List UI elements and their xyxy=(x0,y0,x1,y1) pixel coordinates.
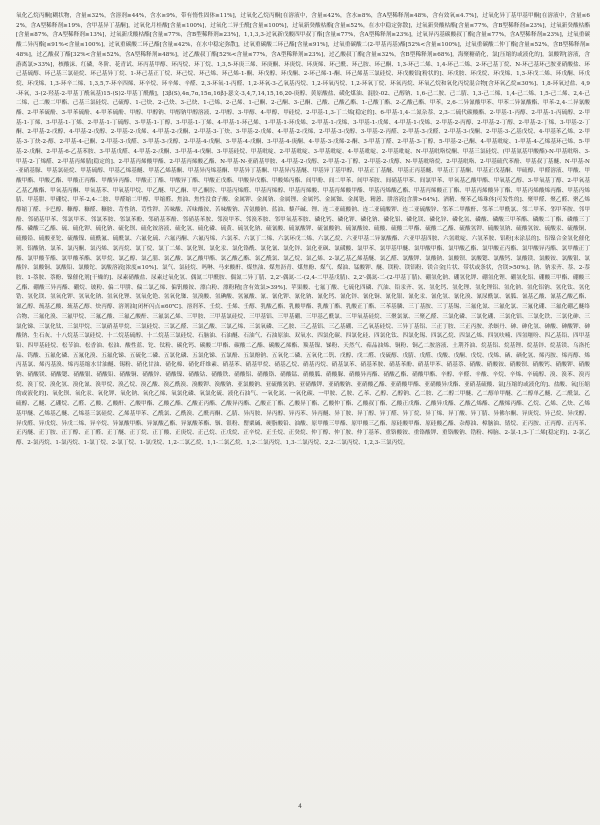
page-number: 4 xyxy=(298,803,302,810)
body-text xyxy=(16,12,590,790)
paragraph: 氧化乙烷丙酮[糊状物，含量≤32%，含溶剂≥44%，含水≥9%，带有惰性固体≥11%]，过氧化乙烷丙酮[在溶液中，含量≤42%，含水≥8%，含A型稀释剂≥48%，含有效氧≤4.7%]，过氧化异丁基甲基甲酮[在溶液中，含量≤62%，含A型稀释剂≥19%，含甲基异丁基酮]，过氧化月桂酸[含量≤100%]，过氧化二异壬酰[含量≤100%]，过氧新癸酸枯酯[含量≤52%，在水中稳定弥散]，过氧新癸酸枯酯[含量≤77%，含B型稀释剂≥23%]，过氧新癸酸枯酯[含量≤87%，含A型稀释剂≥13%]，过氧新戊酸枯酯[含量≤77%，含B型稀释剂≥23%]，1,1,3,3-过氧新戊酸四甲叔丁酯[含量≤77%，含A型稀释剂≥23%]，过氧异丙基碳酸叔丁酯[含量≤77%，含A型稀释剂≥23%]，过氧重碳酸二异丙酯[≤91%<含量≤100%]，过氧重碳酸二环己酯[含量≤42%，在水中稳定弥散]，过氧重碳酸二环己酯[含量≤91%]，过氧重碳酸二(2-甲基丙基)酯[52%<含量≤100%]，过氧重碳酸二仲丁酯[含量≤52%，含B型稀释剂≥48%]，过乙酸叔丁酯[32%<含量≤52%，含A型稀释剂≥48%]，过乙酸叔丁酯[52%<含量≤77%，含A型稀释剂≥23%]，过乙酸叔丁酯[含量≤32%，含B型稀释剂≥68%]，海聚糖硝化，氯[压缩的或液化的]，氯酸钾[溶液，含游离氯>33%]，核酸沫、红磷，冬阶、花青试、环丙基甲醇、环丙烷、环丁烷、1,3,5-环庚三烯、环庚酮、环庚烷、环庚烯、环己酰、环己胺、环己酮、1,3-环己二烯、1,4-环己二烯、2-环己基丁烷、N-环己基环己胺亚硝酸盐、环己基硫醇、环己基三氯硅烷、环己基异丁烷、1-环己基正丁烷、环己烷、环己烯、环己烯-1-酮、环戊醇、环戊酮、2-环己烯-1-酮、环己烯基三氯硅烷、环戊酸铝[粉状的]、环戊胺、环戊烷、环戊烯、1,3-环戊二烯、环戊酮、环戊烷、环戊烯、1,3-环辛二烯、1,3,5,7-环辛四烯、环辛烷、环辛烯、辛醛、2,3-环氧-1-丙醛、1,2-环氧-3-乙氧基丙烷、1,2-环氧丙烷、1,2-环氧丁烷、环氧丙烷、环氧乙烷和氧化丙烷混合物[含环氧乙烷≤30%]、1,8-环氧过盐、4,9-环氧，3-(2-羟基-2-甲基丁酰氧基)15-(S)2-甲基丁酰酸]，[3β(S),4α,7α,15α,16β]-瑟文-3,4,7,14,15,16,20-庚醇、黄原酸盐、磺化煤油、混胶-02、己醇钠、1,6-己二胺、己二腈、1,3-己二烯、1,4-己二烯、1,5-己二烯、2,4-己二烯、己二酸二甲酯、己基三氯硅烷、己硫醇、1-己炔、2-己炔、3-己炔、1-己烯、2-己烯、1-己酮、2-己酮、3-己酮、己酸、己酸乙酯、1-己酸丁酯、2-乙酸己酯、甲苯，2,6-二异氰酸甲苯、甲苯二异氰酸酯、甲苯-2,4-二异氰酸酯、2-甲苯硫酚、3-甲苯硫酚、4-甲苯硫酚、甲醇、甲醇钠、甲醇钠甲醇溶液、2-甲醇、3-甲醇、4-甲醇、甲硅烷、2-甲基-1,3-丁二烯[稳定的]、6-甲基-1,4-二氮杂萘、2,3-二硫代碳酸酯、2-甲基-1-丙醇、2-甲基-1-丙硫醇、2-甲基-1-丁烯、3-甲基-1-丁烯、2-甲基-1-丁硫醇、3-甲基-1-丁醇、3-甲基-1-丁烯、4-甲基-1-环己烯、1-甲基-1-环戊烯、2-甲基-1-戊烯、3-甲基-1-戊烯、4-甲基-1-戊烯、2-甲基-2-丙醇、2-甲基-2-丁醇、2-甲基-2-丁烯、3-甲基-2-丁酮、2-甲基-2-戊醇、4-甲基-2-戊醇、2-甲基-2-戊烯、4-甲基-2-戊酮、2-甲基-3-丁炔、3-甲基-2-戊烯、4-甲基-2-戊烯、2-甲基-3-戊醇、3-甲基-2-丙醛、2-甲基-3-戊醛、2-甲基-3-戊酮、2-甲基-3-乙基戊烷、4-甲基苯乙烯、2-甲基-3-丁炔-2-醇、2-甲基-4-己酮、2-甲基-3-戊醛、3-甲基-3-戊醇、2-甲基-4-戊酮、3-甲基-4-戊酮、3-甲基-4-庚酮、4-甲基-3-戊烯-2-酮、3-甲基丁醛、2-甲基-3-丁醇、5-甲基-2-己酮、4-甲基吡啶、1-甲基-4-乙烯基环己烯、5-甲基-2-戊酮、2-甲基-6-乙基苯胺、3-甲基戊醛、4-甲基-2-戊酮、3-甲基-4-戊酮、3-甲基硅烷、甲基吡啶、2-甲基吡啶、3-甲基吡啶、4-甲基吡啶、2-甲基吡啶、N-甲基吡咯烷酮、甲基三氯硅烷、(甲基氨基甲酸酯)-N-甲基吡咯、3-甲基-2-丁烯醛、2-甲基丙烯腈[稳定的]、2-甲基丙烯酸甲酯、2-甲基丙烯酸乙酯、N-甲基-N-亚硝基甲胺、4-甲基-2-戊醇、2-甲基-2-丁醇、2-甲基-2-戊醇、N-甲基吡咯烷、2-甲基吡咯、2-甲基硫代苯酚、甲基叔丁基醚、N-甲基-N-亚硝基脲、甲基氯硅烷、甲基硫醇、甲基乙烯基醚、甲基乙烯基酮、甲基异丙烯基酮、甲基异丁基酮、甲基异丙基醚、甲基异丁基甲醇、甲基正丁基醚、甲基正丙基醚、甲基正丁基酮、甲基正戊基酮、甲硫醇、甲醛溶液、甲酸、甲酸甲酯、甲酸乙酯、甲酸正丙酯、甲酸异丙酯、甲酸正丁酯、甲酸异丁酯、甲酸正戊酯、甲酸异戊酯、甲酸烯丙酯、间甲酚、间二甲苯、间甲苯胺、间硝基甲苯、间氯甲苯、甲氧基乙酸甲酯、甲氧基乙醇、3-甲氧基丁醇、2-甲氧基乙基乙酸酯、甲氧基丙酮、甲氧基苯、甲氧基甲烷、甲乙醚、甲乙酮、甲乙酮肟、甲基丙烯醛、甲基丙烯醇、甲基丙烯酸、甲基丙烯酸甲酯、甲基丙烯酸乙酯、甲基丙烯酸正丁酯、甲基丙烯酸异丁酯、甲基丙烯酸烯丙酯、甲基丙烯腈、甲基肼、甲硼烷、甲苯-2,4-二胺、甲醛缩二甲醇、甲缩醛、焦油、焦性没食子酸、金属钾、金属钠、金属锂、金属钙、金属铷、金属铯、精蒽、肼溶液[含肼>64%]、酒精、聚苯乙烯珠体[可发性的]、聚甲醛、聚乙醛、聚乙烯醇缩丁醛、卡巴醇、糠醇、糠醛、糠胺、苛性钠、苛性钾、苦味酸、苦味酸铵、苦味酸钠、苦氨酸钠、蓝油、藜芦碱、锂、连二亚硫酸钠、连二亚硫酸钾、连二亚硫酸锌、邻苯二甲酸酐、邻苯二甲酰氯、邻二甲苯、邻甲苯胺、邻甲酚、邻硝基甲苯、邻氯甲苯、邻氯苯胺、邻氯苯酚、邻硝基苯酚、邻硝基苯胺、邻溴甲苯、邻溴苯胺、邻甲氧基苯胺、磷化钙、磷化钾、磷化钠、磷化铝、磷化镁、磷化锌、磷化氢、磷酸、磷酸三甲苯酯、磷酸二丁酯、磷酸三丁酯、磷酸三乙酯、硫、硫化钾、硫化钠、硫化钡、硫化铵溶液、硫化氢、硫化磷、硫黄、硫氢化钠、硫氰酸、硫氰酸钾、硫氰酸钠、硫氰酸铵、硫酸、硫酸二甲酯、硫酸二乙酯、硫酸氢钾、硫酸氢钠、硫酸氢铵、硫酸汞、硫酸铜、硫酸铅、硫酸亚铊、硫酸镍、硫酰氟、硫酰氯、六氟化硫、六氟丙酮、六氟丙烯、六氯苯、六氯丁二烯、六氯环戊二烯、六氯乙烷、六亚甲基二异氰酸酯、六亚甲基四胺、六氢吡啶、六氢苯胺、铝粉[未涂层的]、铝镍合金氢化催化剂、铝酸钠、氯苯、氯丙酮、氯丙烯、氯丙烷、氯丁烷、氯丁二烯、氯化钡、氯化汞、氯化铬酰、氯化氰、氯化锌、氯化亚砜、氯磺酸、氯甲苯、氯甲基甲醚、氯甲酸甲酯、氯甲酸乙酯、氯甲酸正丙酯、氯甲酸异丙酯、氯甲酸正丁酯、氯甲酸苄酯、氯甲酸苯酯、氯甲烷、氯乙醇、氯乙腈、氯乙酸、氯乙酸甲酯、氯乙酸乙酯、氯乙酰氯、氯乙烷、氯乙烯、2-氯乙基乙烯基醚、氯乙醛、氯酸钾、氯酸钠、氯酸钡、氯酸锶、氯酸钙、氯酸镁、氯酸铵、氯酸银、氯酸锌、氯酸铜、氯酸铅、氯酸铊、氯酸溶液[浓度≤10%]、氯气、氯硅烷、吗啉、马来酸酐、煤焦油、煤焦沥青、煤焦酚、煤气、煤油、锰酸钾、醚、镁粉、镁铝粉、镁合金[片状、带状或条状，含镁>50%]、钠、钠汞齐、萘、2-萘胺、1-萘胺、萘酚、镍催化剂[干燥的]、尿素硝酸盐、尿素过氧化氢、偶氮二甲酰胺、偶氮二异丁腈、2,2'-偶氮-二-(2,4-二甲基戊腈)、2,2'-偶氮-二-(2-甲基丁腈)、硼氢化钠、硼氢化钾、硼氢化锂、硼氢化铝、硼酸三甲酯、硼酸三乙酯、硼酸三异丙酯、硼烷、铍粉、偏二甲肼、偏二氯乙烯、偏钒酸铵、漂白粉、漂粉精[含有效氯>39%]、苹果酸、七氟丁酸、七硫化四磷、汽油、铅汞齐、氢、氢化钙、氢化锂、氢化锂铝、氢化钠、氢化铝钠、氢化钛、氢化锆、氢化镁、氢氧化钾、氢氧化钠、氢氧化锂、氢氧化铯、氢氧化铷、氢溴酸、氢碘酸、氢氟酸、氰、氰化钾、氰化钠、氰化钙、氰化锌、氰化铜、氰化银、氰化汞、氰化氢、氰化溴、氰尿酰氯、氰胍、氰基乙酸、氰基乙酸乙酯、氰乙醇、巯基乙酸、巯基乙醇、炔丙醇、溶剂油[闭杯闪点≤60℃]、溶剂苯、壬烷、壬烯、壬醇、乳酸乙酯、乳酸甲酯、乳酸丁酯、乳酸正丁酯、三苯基膦、三丁基胺、三丁基锡、三氟化氮、三氟化氯、三氟化硼、三氟化硼乙醚络合物、三氟化溴、三氟甲烷、三氟乙酸、三氟乙酸酐、三氟氯乙烯、三甲胺、三甲基氯硅烷、三甲基铝、三甲基硼、三甲基乙酰氯、三甲氧基硅烷、三聚氯氰、三聚乙醛、三氯化磷、三氯化硼、三氯化铝、三氯化铁、三氯化砷、三氯化锑、三氯化钛、三氯甲烷、三氯硝基甲烷、三氯硅烷、三氯乙醛、三氯乙酸、三氯乙烯、三氯氧磷、三乙胺、三乙基铝、三乙基硼、三乙氧基硅烷、三异丁基铝、三正丁胺、三正丙胺、杀螟丹、砷、砷化氢、砷酸、砷酸钾、砷酸钠、生石灰、十八烷基三氯硅烷、十二烷基硫醇、十二烷基三氯硅烷、石脑油、石油醚、石油气、石油原油、双氧水、四氯化碳、四氯化硅、四氯化钛、四氯化锡、四氯乙烷、四氯乙烯、四氢呋喃、四氢噻吩、四乙基铅、四甲基铅、四甲基硅烷、松节油、松香油、松油、酸性蓝、铊、钛粉、碳化钙、碳酸二甲酯、碳酸二乙酯、碳酸乙烯酯、羰基镍、锑粉、天然气、萜品油烯、铜粉、铜乙二胺溶液、土荆芥油、烷基铝、烷基锂、烷基锌、烷基镁、乌洛托品、钨酸、五氟化磷、五氟化溴、五氟化锑、五硫化二磷、五氯化磷、五氯化锑、五氯酚、五氯酚钠、五氧化二磷、五氧化二钒、戊醇、戊二醛、戊硫醇、戊腈、戊醛、戊酸、戊酮、戊烷、戊烯、硒、硒化氢、烯丙胺、烯丙醇、烯丙基氯、烯丙基溴、烯丙基缩水甘油醚、锡粉、硝化甘油、硝化棉、硝化纤维素、硝基苯、硝基甲烷、硝基乙烷、硝基丙烷、硝基氯苯、硝基苯胺、硝基苯酚、硝基甲苯、硝基萘、硝酸、硝酸铵、硝酸钡、硝酸钙、硝酸钾、硝酸钠、硝酸镁、硝酸锶、硝酸银、硝酸铅、硝酸铜、硝酸锌、硝酸镍、硝酸钴、硝酸铁、硝酸铝、硝酸铬、硝酸锰、硝酸胍、硝酸脲、硝酸异丙酯、硝酸乙酯、硝酸甲酯、辛醇、辛醛、辛酸、辛烷、辛烯、辛硫醇、溴、溴苯、溴丙烷、溴丁烷、溴化氢、溴化氰、溴甲烷、溴乙烷、溴乙酸、溴乙酰溴、溴酸钾、溴酸钠、亚氯酸钠、亚硫酸氢钠、亚硝酸钾、亚硝酸钠、亚硝酸乙酯、亚硝酸甲酯、亚硝酸异戊酯、亚硝基硫酸、氩[压缩的或液化的]、盐酸、氧[压缩的或液化的]、氧化钡、氧化汞、氧化钾、氧化钠、氧化乙烯、氧氯化磷、氧氯化硫、液化石油气、一氧化氮、一氧化碳、一甲胺、乙胺、乙苯、乙醇、乙醇钠、乙二胺、乙二醇二甲醚、乙二醇单甲醚、乙二醇单乙醚、乙二酰氯、乙硫醇、乙醚、乙硼烷、乙醛、乙酸、乙酸酐、乙酸甲酯、乙酸乙酯、乙酸正丙酯、乙酸异丙酯、乙酸正丁酯、乙酸异丁酯、乙酸仲丁酯、乙酸叔丁酯、乙酸正戊酯、乙酸异戊酯、乙酸乙烯酯、乙酸烯丙酯、乙烷、乙烯、乙炔、乙烯基甲醚、乙烯基乙醚、乙烯基三氯硅烷、乙烯基甲苯、乙酰氯、乙酰溴、乙酰丙酮、乙腈、异丙胺、异丙醇、异丙苯、异丙醚、异丁胺、异丁醇、异丁醛、异丁烷、异丁烯、异丁酸、异丁腈、异佛尔酮、异庚烷、异己烷、异戊醇、异戊醛、异戊烷、异戊二烯、异辛烷、异氰酸甲酯、异氰酸乙酯、异氰酸苯酯、铟、银粉、罂粟碱、硬脂酸铅、油酸、原甲酸三甲酯、原甲酸三乙酯、原硅酸甲酯、原硅酸乙酯、杂醇油、樟脑油、锗烷、正丙胺、正丙醇、正丙苯、正丙醚、正丁胺、正丁醇、正丁醛、正丁醚、正丁烷、正丁酸、正庚烷、正己烷、正戊烷、正辛烷、正壬烷、正癸烷、仲丁醇、仲丁胺、仲丁基苯、重铬酸铵、重铬酸钾、重铬酸钠、锆粉、樟脑、2-氯-1,3-丁二烯[稳定的]、2-氯乙醇、2-氯丙烷、1-氯丙烷、1-氯丁烷、2-氯丁烷、1-氯戊烷、1,2-二氯乙烷、1,1-二氯乙烷、1,2-二氯丙烷、1,3-二氯丙烷、2,2-二氯丙烷、1,2,3-三氯丙烷。 xyxy=(16,13,590,446)
